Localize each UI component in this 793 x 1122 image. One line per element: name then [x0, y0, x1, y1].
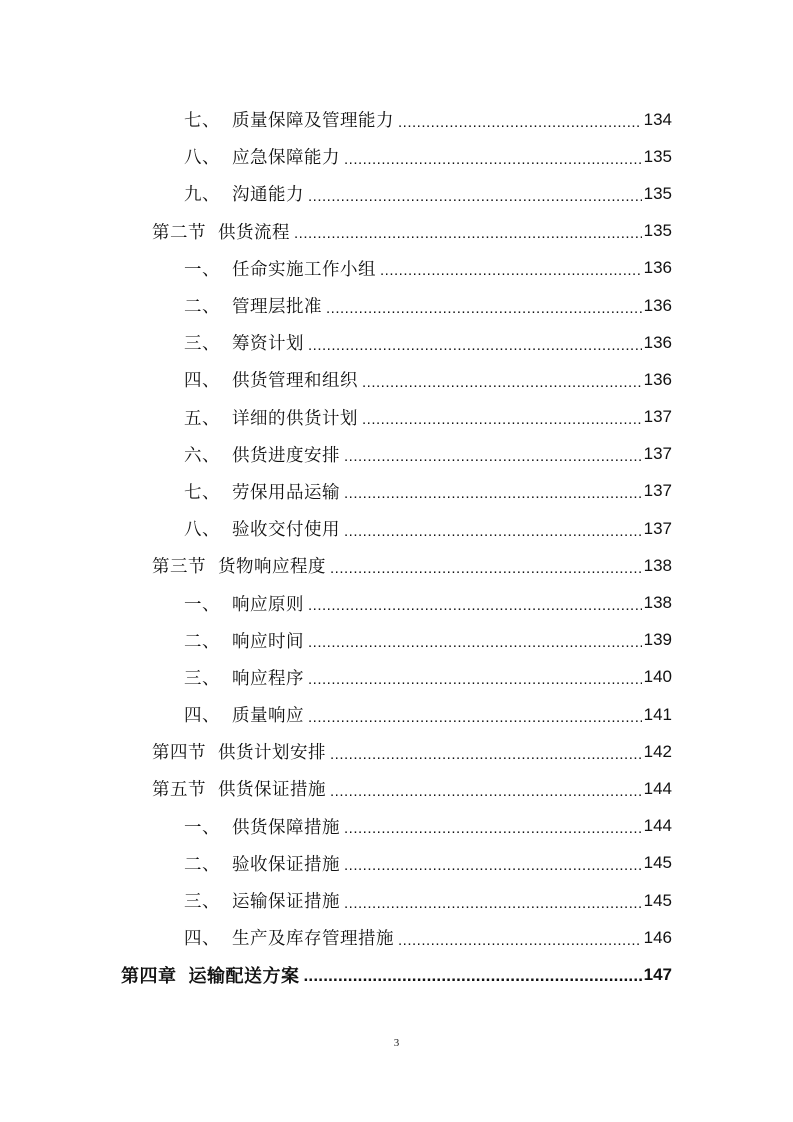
toc-entry[interactable]: [0, 287, 793, 324]
toc-entry[interactable]: [0, 510, 793, 547]
toc-entry-title: 供货流程: [218, 222, 290, 243]
toc-entry[interactable]: [0, 361, 793, 398]
toc-entry-title: 筹资计划: [232, 334, 304, 355]
toc-dot-leader: [344, 482, 642, 500]
toc-entry-title: 劳保用品运输: [232, 482, 340, 503]
toc-dot-leader: [304, 966, 642, 984]
toc-entry-title: 沟通能力: [232, 185, 304, 206]
toc-entry[interactable]: [0, 622, 793, 659]
toc-dot-leader: [398, 111, 642, 129]
toc-dot-leader: [344, 854, 642, 872]
toc-entry-title: 运输保证措施: [232, 892, 340, 913]
toc-entry[interactable]: [0, 919, 793, 956]
toc-entry-number: 第四节: [152, 743, 206, 764]
toc-dot-leader: [398, 929, 642, 947]
toc-entry-title: 供货保障措施: [232, 817, 340, 838]
toc-entry-page-number: 145: [643, 890, 672, 910]
toc-entry-number: 七、: [184, 482, 220, 503]
toc-dot-leader: [362, 408, 642, 426]
toc-dot-leader: [330, 780, 642, 798]
toc-entry[interactable]: [0, 101, 793, 138]
toc-entry-page-number: 145: [643, 853, 672, 873]
toc-entry-title: 任命实施工作小组: [232, 259, 376, 280]
toc-entry-number: 九、: [184, 185, 220, 206]
toc-entry-number: 七、: [184, 111, 220, 132]
toc-entry[interactable]: [0, 250, 793, 287]
toc-entry-number: 三、: [184, 892, 220, 913]
toc-dot-leader: [308, 631, 642, 649]
toc-entry-title: 验收保证措施: [232, 854, 340, 875]
toc-entry-number: 四、: [184, 929, 220, 950]
toc-entry[interactable]: [0, 584, 793, 621]
toc-entry-number: 二、: [184, 631, 220, 652]
toc-dot-leader: [380, 259, 642, 277]
toc-entry-number: 四、: [184, 706, 220, 727]
toc-entry[interactable]: [0, 659, 793, 696]
toc-dot-leader: [344, 148, 642, 166]
toc-dot-leader: [362, 371, 642, 389]
toc-entry-number: 一、: [184, 259, 220, 280]
toc-dot-leader: [308, 594, 642, 612]
toc-entry[interactable]: [0, 436, 793, 473]
toc-entry-page-number: 144: [643, 778, 672, 798]
toc-entry-title: 响应程序: [232, 668, 304, 689]
toc-entry-page-number: 137: [643, 407, 672, 427]
toc-entry[interactable]: [0, 213, 793, 250]
toc-entry-page-number: 146: [643, 927, 672, 947]
toc-entry-page-number: 134: [643, 109, 672, 129]
toc-entry[interactable]: [0, 956, 793, 993]
toc-dot-leader: [330, 743, 642, 761]
toc-entry-number: 三、: [184, 334, 220, 355]
toc-entry-number: 二、: [184, 854, 220, 875]
page-number: 3: [393, 1037, 400, 1049]
toc-entry-title: 详细的供货计划: [232, 408, 358, 429]
toc-entry-number: 一、: [184, 817, 220, 838]
toc-entry-title: 生产及库存管理措施: [232, 929, 394, 950]
toc-dot-leader: [344, 892, 642, 910]
toc-entry-page-number: 147: [643, 964, 672, 984]
table-of-contents: [0, 101, 793, 994]
toc-entry-page-number: 137: [643, 481, 672, 501]
toc-entry-page-number: 135: [643, 183, 672, 203]
toc-entry-number: 五、: [184, 408, 220, 429]
toc-entry-number: 第二节: [152, 222, 206, 243]
toc-entry-page-number: 135: [643, 221, 672, 241]
toc-entry-title: 货物响应程度: [218, 557, 326, 578]
toc-entry-page-number: 136: [643, 369, 672, 389]
toc-entry[interactable]: [0, 808, 793, 845]
toc-entry[interactable]: [0, 845, 793, 882]
toc-entry-title: 验收交付使用: [232, 520, 340, 541]
toc-entry-number: 三、: [184, 668, 220, 689]
toc-dot-leader: [330, 557, 642, 575]
toc-entry-page-number: 136: [643, 332, 672, 352]
toc-dot-leader: [308, 668, 642, 686]
toc-entry-title: 应急保障能力: [232, 148, 340, 169]
toc-entry-number: 八、: [184, 520, 220, 541]
toc-entry-title: 响应时间: [232, 631, 304, 652]
toc-entry-page-number: 136: [643, 295, 672, 315]
toc-entry-title: 运输配送方案: [188, 965, 300, 987]
toc-entry[interactable]: [0, 175, 793, 212]
toc-entry[interactable]: [0, 399, 793, 436]
toc-entry-page-number: 144: [643, 816, 672, 836]
toc-entry-number: 第三节: [152, 557, 206, 578]
toc-entry-title: 供货管理和组织: [232, 371, 358, 392]
toc-entry-number: 六、: [184, 445, 220, 466]
toc-entry[interactable]: [0, 770, 793, 807]
toc-entry-page-number: 136: [643, 258, 672, 278]
toc-dot-leader: [326, 297, 642, 315]
toc-entry-page-number: 138: [643, 593, 672, 613]
toc-entry-title: 质量响应: [232, 706, 304, 727]
toc-entry-number: 二、: [184, 297, 220, 318]
toc-dot-leader: [308, 334, 642, 352]
toc-entry-title: 管理层批准: [232, 297, 322, 318]
toc-entry-title: 质量保障及管理能力: [232, 111, 394, 132]
toc-entry-page-number: 137: [643, 518, 672, 538]
toc-entry-page-number: 141: [643, 704, 672, 724]
toc-entry-title: 供货保证措施: [218, 780, 326, 801]
toc-entry-number: 第四章: [121, 965, 177, 987]
toc-entry-page-number: 135: [643, 146, 672, 166]
toc-entry[interactable]: [0, 733, 793, 770]
toc-entry-title: 供货进度安排: [232, 445, 340, 466]
toc-dot-leader: [308, 185, 642, 203]
toc-dot-leader: [308, 706, 642, 724]
toc-entry[interactable]: [0, 324, 793, 361]
toc-entry[interactable]: [0, 547, 793, 584]
toc-entry-page-number: 138: [643, 555, 672, 575]
toc-entry[interactable]: [0, 882, 793, 919]
toc-dot-leader: [344, 445, 642, 463]
toc-entry-title: 供货计划安排: [218, 743, 326, 764]
toc-entry-page-number: 139: [643, 630, 672, 650]
toc-entry[interactable]: [0, 473, 793, 510]
toc-dot-leader: [344, 817, 642, 835]
toc-dot-leader: [294, 222, 642, 240]
toc-entry-page-number: 142: [643, 741, 672, 761]
toc-entry-page-number: 137: [643, 444, 672, 464]
toc-entry-page-number: 140: [643, 667, 672, 687]
toc-entry-number: 第五节: [152, 780, 206, 801]
toc-entry-title: 响应原则: [232, 594, 304, 615]
toc-entry[interactable]: [0, 138, 793, 175]
toc-entry-number: 一、: [184, 594, 220, 615]
toc-dot-leader: [344, 520, 642, 538]
toc-entry-number: 四、: [184, 371, 220, 392]
toc-entry-number: 八、: [184, 148, 220, 169]
toc-entry[interactable]: [0, 696, 793, 733]
